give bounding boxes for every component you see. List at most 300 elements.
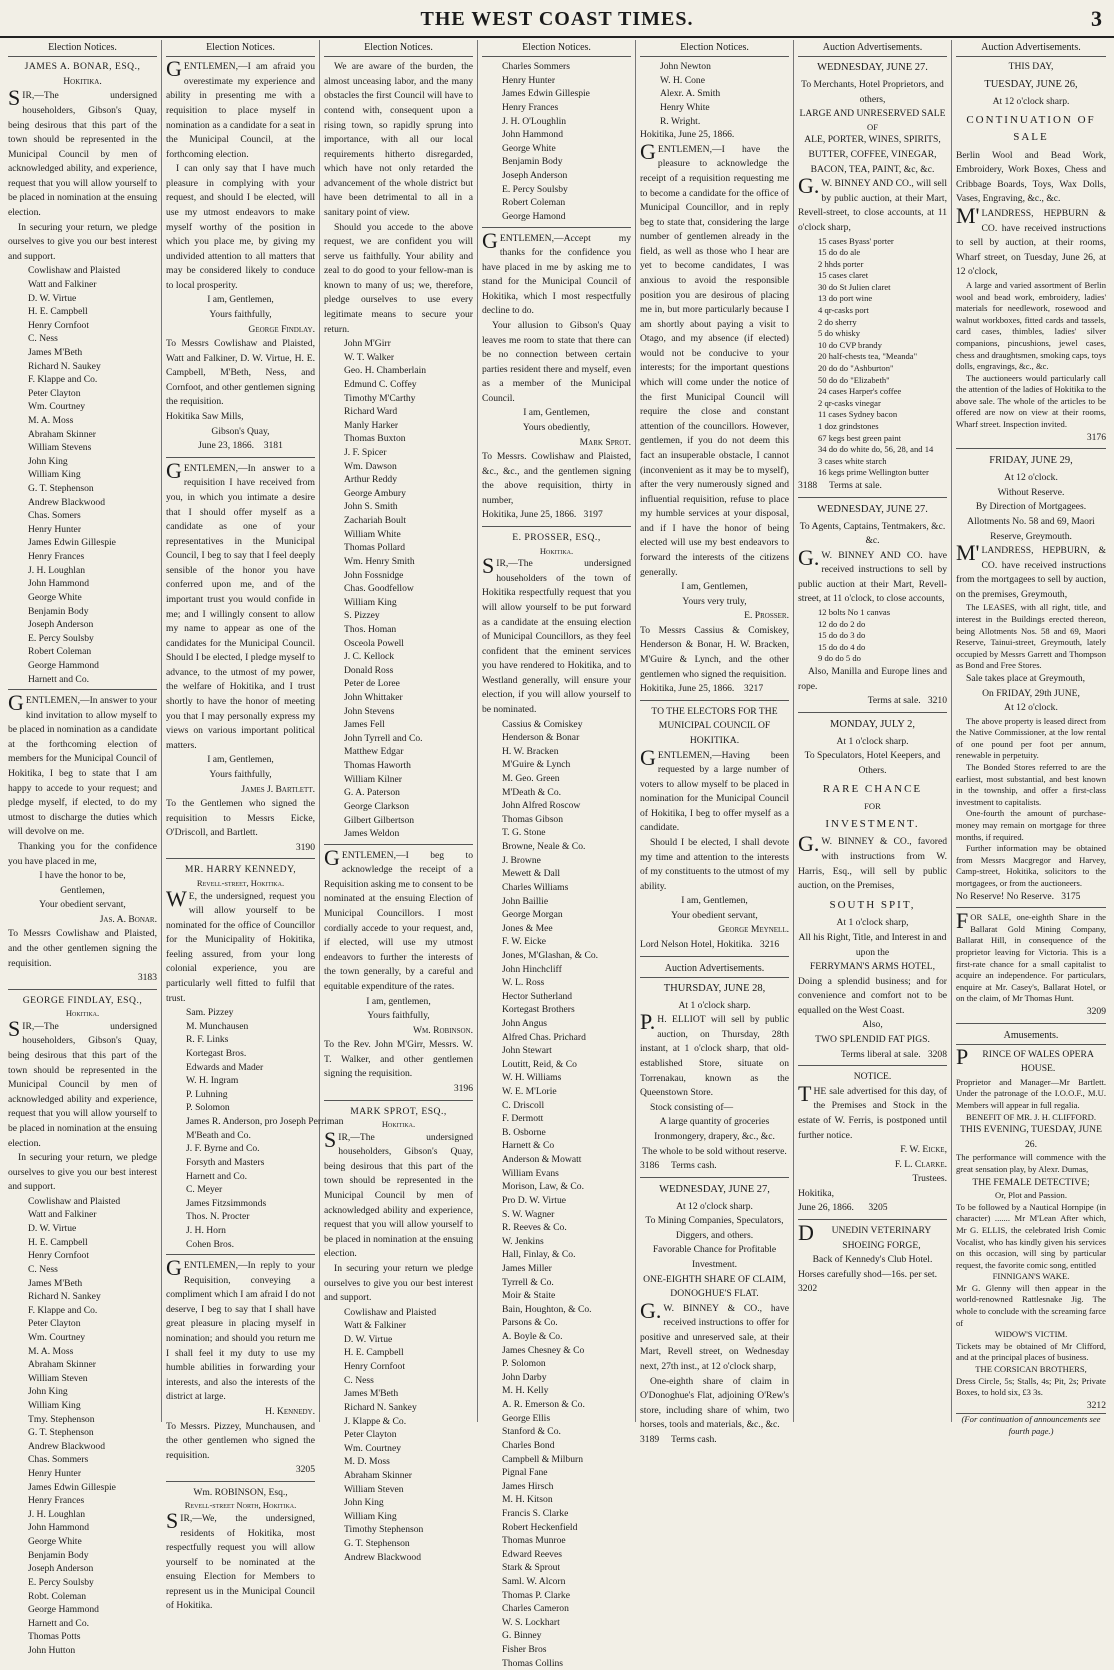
list-item: Wm. Courtney (28, 401, 86, 413)
list-item: Henry Hunter (28, 1468, 82, 1480)
list-item: 20 half-chests tea, "Meanda" (818, 351, 918, 362)
signatory-list (8, 264, 157, 686)
list-item: 20 do do "Ashburton" (818, 363, 894, 374)
body: SIR,—The undersigned householders, Gibson's Quay, being desirous that this part of the town should be represented in the Municipal Council by men of acknowledged ability, and experience, request that you will allow yourself to be placed in nomination at the ensuing election. (8, 85, 157, 218)
list-item: G. T. Stephenson (28, 483, 94, 495)
list-item: Harnett and Co. (186, 1170, 248, 1182)
list-item: 4 qr-casks port (818, 305, 869, 316)
list-item: W. Jenkins (502, 1235, 544, 1247)
mlandress-wool-sale (956, 203, 1106, 449)
ad-number: 3212 (1086, 1399, 1106, 1411)
list-item: George White (502, 142, 556, 154)
list-item: 15 do do 4 do (818, 641, 866, 652)
notice-title: ONE-EIGHTH SHARE OF CLAIM, DONOGHUE'S FLAT. (643, 1273, 786, 1300)
list-item: Wm. Courtney (28, 1331, 86, 1343)
list-item: Watt and Falkiner (28, 1209, 97, 1221)
list-item: Anderson & Mowatt (502, 1154, 582, 1166)
ad-number: 3186 Terms cash. (640, 1160, 717, 1172)
body: G.W. BINNEY & CO., favored with instructions from W. Harris, Esq., will sell by public auction, on the Premises, (798, 831, 947, 892)
notice-title: NOTICE. (853, 1071, 892, 1083)
list-item: John Alfred Roscow (502, 800, 581, 812)
list-item: 11 cases Sydney bacon (818, 409, 898, 420)
requisition-sprot (324, 1105, 473, 1565)
list-item: Morison, Law, & Co. (502, 1181, 584, 1193)
continuation-note: (For continuation of announcements see fourth page.) (956, 1413, 1106, 1437)
signature: Wm. Robinson. (413, 1024, 473, 1036)
column-heading: Election Notices. (482, 40, 631, 57)
list-item: Forsyth and Masters (186, 1156, 265, 1168)
list-item: T. G. Stone (502, 827, 546, 839)
list-item: George Hammond (28, 659, 99, 671)
list-item: M. D. Moss (344, 1456, 390, 1468)
extra-lot: TWO SPLENDID FAT PIGS. (815, 1034, 930, 1046)
list-item: John Newton (660, 61, 711, 73)
list-item: John M'Girr (344, 338, 391, 350)
ad-number: 3196 (453, 1082, 473, 1094)
auction-date: WEDNESDAY, JUNE 27, (659, 1183, 770, 1195)
mlandress-greymouth-leases (956, 453, 1106, 908)
of: OF (867, 121, 878, 132)
list-item: James M'Beth (28, 346, 83, 358)
list-item: M'Death & Co. (502, 786, 562, 798)
list-item: Charles Sommers (502, 61, 570, 73)
list-item: Manly Harker (344, 419, 399, 431)
list-item: M. A. Moss (28, 1345, 74, 1357)
auction-date: On FRIDAY, 29th JUNE, (982, 687, 1080, 699)
addressed-to: To Messrs. Cowlishaw and Plaisted, &c., &c., and the gentlemen signing the above requisition, thirty in number, (482, 451, 631, 506)
list-item: F. Klappe and Co. (28, 1304, 98, 1316)
requisition-robinson (166, 1486, 315, 1614)
list-item: Gilbert Gilbertson (344, 814, 415, 826)
list-item: Hector Sutherland (502, 990, 573, 1002)
list-item: A. Boyle & Co. (502, 1331, 563, 1343)
list-item: 10 do CVP brandy (818, 339, 882, 350)
list-item: Edmund C. Coffey (344, 379, 417, 390)
list-item: 50 do do "Elizabeth" (818, 374, 890, 385)
list-item: J. C. Kellock (344, 651, 395, 663)
body: Further information may be obtained from Messrs Macgregor and Harvey, Camp-street, Hokitika, solicitors to the mortgagees, or from the auctioneers. (956, 843, 1106, 888)
date: June 26, 1866. 3205 (798, 1202, 888, 1214)
column-heading: Election Notices. (166, 40, 315, 57)
list-item: James Edwin Gillespie (502, 88, 590, 100)
list-item: Chas. Sommers (28, 1454, 89, 1466)
veterinary-forge (798, 1220, 947, 1297)
list-item: James Weldon (344, 828, 400, 840)
list-item: D. W. Virtue (28, 1223, 77, 1235)
list-item: Thomas Gibson (502, 813, 564, 825)
list-item: J. H. O'Loughlin (502, 115, 567, 127)
list-item: R. Wright. (660, 115, 701, 127)
list-item: Browne, Neale & Co. (502, 841, 586, 853)
list-item: 15 cases Byass' porter (818, 235, 894, 246)
place: Revell-street North, Hokitika. (184, 1500, 297, 1511)
column-heading: Auction Advertisements. (798, 40, 947, 57)
list-item: W. H. Cone (660, 74, 705, 86)
list-item: M. Munchausen (186, 1020, 249, 1032)
addressed-to: To Messrs. Pizzey, Munchausen, and the other gentlemen who signed the requisition. (166, 1420, 315, 1461)
body: In securing your return, we pledge ourselves to give you our best interest and support. (8, 1152, 157, 1193)
list-item: Harnett and Co. (28, 673, 90, 685)
list-item: William King (28, 469, 81, 481)
list-item: Chas. Somers (28, 510, 81, 522)
body: I can only say that I have much pleasure in complying with your request, and should I be elected, will use my utmost endeavors to make myself worthy of the position in which you place me, by giving my undivided attention to all matters that may be considered likely to conduce to local prosperity. (166, 163, 315, 291)
place: Hokitika. (63, 75, 102, 87)
column-heading: Auction Advertisements. (956, 40, 1106, 57)
body: In securing your return we pledge ourselves to give you our best interest and support. (324, 1262, 473, 1304)
list-item: George Ellis (502, 1412, 551, 1424)
closing: I am, gentlemen, (366, 995, 431, 1007)
list-item: Cowlishaw and Plaisted (344, 1306, 437, 1318)
list-item: J. F. Byrne and Co. (186, 1143, 260, 1155)
body: Horses carefully shod—16s. per set. (798, 1268, 938, 1280)
body: GENTLEMEN,—Accept my thanks for the confidence you have placed in me by asking me to stand for the Municipal Council of Hokitika, which I most respectfully decline to do. (482, 227, 631, 317)
auction-time: At 1 o'clock sharp, (836, 917, 909, 929)
list-item: Jones, M'Glashan, & Co. (502, 949, 599, 961)
list-item: John Angus (502, 1018, 548, 1029)
list-item: P. Solomon (186, 1102, 230, 1114)
signatory-list (8, 1195, 157, 1658)
list-item: Henry Frances (28, 1495, 85, 1507)
list-item: 3 cases white starch (818, 455, 887, 466)
signature: E. Prosser. (744, 610, 789, 622)
allotments: Allotments No. 58 and 69, Maori Reserve, Greymouth. (967, 515, 1095, 542)
list-item: Abraham Skinner (28, 428, 96, 440)
reply-findlay (166, 56, 315, 458)
list-item: Andrew Blackwood (28, 1440, 105, 1452)
ferris-notice (798, 1070, 947, 1220)
address: Hokitika Saw Mills, (166, 411, 244, 423)
list-item: Henry Frances (28, 551, 85, 563)
list-item: George Morgan (502, 909, 563, 921)
list-item: J. H. Loughlan (28, 1508, 86, 1520)
body: All his Right, Title, and Interest in and upon the (798, 932, 947, 958)
list-item: Pignal Fane (502, 1467, 548, 1479)
list-item: H. E. Campbell (344, 1347, 404, 1359)
ad-number: 3183 (137, 972, 157, 984)
gold-mining-share-sale (956, 908, 1106, 1023)
list-item: Timothy M'Carthy (344, 392, 416, 404)
list-item: Robert Heckenfield (502, 1521, 578, 1533)
list-item: J. F. Spicer (344, 447, 387, 459)
reply-bonar (8, 690, 157, 990)
closing: Your obedient servant, (39, 899, 126, 911)
closing: Yours obediently, (522, 422, 591, 434)
list-item: John Whittaker (344, 692, 403, 704)
list-item: G. A. Paterson (344, 787, 400, 799)
body: Mr G. Glenny will then appear in the world-renowned Rattlesnake Jig. The whole to conclude with the screaming farce of (956, 1282, 1106, 1328)
requisition-findlay (8, 994, 157, 1658)
hotel-name: FERRYMAN'S ARMS HOTEL, (809, 961, 936, 973)
list-item: Edward Reeves (502, 1548, 562, 1560)
list-item: George White (28, 591, 82, 603)
list-item: P. Luhning (186, 1088, 228, 1100)
list-item: 30 do St Julien claret (818, 281, 891, 292)
list-item: Wm. Dawson (344, 460, 397, 472)
list-item: M'Guire & Lynch (502, 759, 571, 771)
list-item: C. Ness (28, 333, 58, 345)
notice-title: FOR (864, 801, 881, 812)
address: Gibson's Quay, (211, 425, 270, 437)
addressee: GEORGE FINDLAY, ESQ., (22, 994, 143, 1006)
body: GENTLEMEN,—Having been requested by a large number of voters to allow myself to be placed in nomination for the Municipal Council of Hokitika, I beg to offer myself as a candidate. (640, 744, 789, 834)
body: GENTLEMEN,—In answer to a requisition I have received from you, in which you intimate a desire that I should offer myself as a candidate as one of your representatives in the Municipal Council, I beg to say that I feel deeply sensible of the honor you have conferred upon me, and of the important trust you would confide in me; and I willingly consent to allow my name to appear as one of the candidates for the Municipal Council. Should I be elected, I pledge myself to advance, to the utmost of my power, the welfare of Hokitika, and I trust shortly to have the honor of meeting you that I may personally express my views on various important political matters. (166, 457, 315, 751)
list-item: Geo. H. Chamberlain (344, 365, 427, 377)
list-item: F. W. Eicke (502, 936, 546, 948)
list-item: 9 do do 5 do (818, 653, 861, 664)
list-item: J. Browne (502, 854, 541, 866)
list-item: G. T. Stephenson (344, 1538, 410, 1550)
list-item: John Baillie (502, 895, 549, 907)
auction-day: THIS DAY, (1008, 61, 1054, 73)
body: Sale takes place at Greymouth, (966, 672, 1086, 684)
list-item: Abraham Skinner (28, 1359, 96, 1371)
list-item: William King (28, 1399, 81, 1411)
closing: Yours faithfully, (367, 1010, 430, 1022)
place: Revell-street, Hokitika. (196, 877, 285, 888)
list-item: Thomas Potts (28, 1631, 81, 1643)
list-item: James Edwin Gillespie (28, 537, 116, 549)
list-item: Thomas Collins (502, 1657, 564, 1669)
reply-kennedy (166, 1255, 315, 1482)
column-1 (4, 40, 162, 1656)
list-item: E. Percy Soulsby (28, 1576, 94, 1588)
date: Hokitika, June 25, 1866. 3217 (640, 683, 764, 695)
list-item: H. E. Campbell (28, 306, 88, 318)
column-3 (320, 40, 478, 1563)
play-title: THE FEMALE DETECTIVE; (972, 1176, 1090, 1188)
addressee: MR. HARRY KENNEDY, (184, 864, 297, 876)
body: In securing your return, we pledge ourselves to give you our best interest and support. (8, 221, 157, 262)
benefit: BENEFIT OF MR. J. H. CLIFFORD. (966, 1111, 1096, 1122)
list-item: Zachariah Boult (344, 515, 407, 527)
auction-time: At 12 o'clock sharp. (676, 1200, 753, 1212)
play-subtitle: Or, Plot and Passion. (995, 1190, 1067, 1201)
list-item: Thomas Buxton (344, 433, 406, 445)
list-item: Fisher Bros (502, 1644, 547, 1656)
list-item: Thos. N. Procter (186, 1211, 250, 1223)
list-item: M. H. Kitson (502, 1494, 553, 1506)
reply-sprot (482, 227, 631, 528)
next-play: THE CORSICAN BROTHERS, (975, 1364, 1087, 1375)
signatory-list (324, 1306, 473, 1565)
list-item: John S. Smith (344, 501, 398, 513)
note: The whole to be sold without reserve. (642, 1145, 787, 1157)
date: Hokitika, (798, 1187, 834, 1199)
date: Hokitika, June 25, 1866. 3197 (482, 509, 603, 521)
performance-date: THIS EVENING, TUESDAY, JUNE 26. (960, 1124, 1102, 1150)
list-item: Richard Ward (344, 406, 398, 418)
list-item: Wm. Henry Smith (344, 555, 415, 567)
list-item: M. Geo. Green (502, 773, 560, 785)
list-item: Sam. Pizzey (186, 1007, 234, 1019)
list-item: John Hammond (28, 1522, 90, 1534)
body: GENTLEMEN,—In answer to your kind invitation to allow myself to be placed in nomination as a candidate at the forthcoming election of members for the Municipal Council of Hokitika, I beg to state that I am happy to accede to your request; and pledge myself, if elected, to do my utmost to discharge the duties which will devolve on me. (8, 690, 157, 838)
list-item: George White (28, 1536, 82, 1548)
list-item: Henry Cornfoot (344, 1361, 406, 1373)
signatory-list (324, 337, 473, 841)
closing: Your obedient servant, (671, 909, 758, 921)
addressed-to: To the Gentlemen who signed the requisition to Messrs Eicke, O'Driscoll, and Bartlett. (166, 798, 315, 839)
body: The performance will commence with the great sensation play, by Alexr. Dumas, (956, 1152, 1106, 1174)
list-item: Joseph Anderson (28, 1563, 94, 1575)
list-item: H. E. Campbell (28, 1236, 88, 1248)
list-item: 24 cases Harper's coffee (818, 386, 902, 397)
list-item: William King (344, 1510, 397, 1522)
list-item: James Chesney & Co (502, 1344, 585, 1356)
auction-date: WEDNESDAY, JUNE 27. (817, 62, 928, 74)
body: Should I be elected, I shall devote my time and attention to the interests of my constituents to the utmost of my ability. (640, 836, 789, 892)
list-item: C. Meyer (186, 1184, 223, 1196)
list-item: Harnett & Co (502, 1140, 555, 1152)
list-item: S. W. Wagner (502, 1208, 555, 1220)
list-item: William White (344, 528, 401, 540)
list-item: Thomas Pollard (344, 542, 406, 554)
auction-date: FRIDAY, JUNE 29, (989, 455, 1073, 467)
auction-ferrymans-arms (798, 717, 947, 1067)
body: G.W. BINNEY & CO., have received instructions to offer for positive and unreserved sale, at their Mart, Revell street, on Wednesday next, 27th inst., at 12 o'clock sharp, (640, 1297, 789, 1372)
list-item: Timothy Stephenson (344, 1524, 424, 1536)
place: Hokitika. (65, 1008, 100, 1019)
list-item: John Stewart (502, 1045, 552, 1057)
subtitle: Back of Kennedy's Club Hotel. (812, 1254, 933, 1266)
addressed-to: To Merchants, Hotel Proprietors, and others, (801, 79, 944, 105)
list-item: Robert Coleman (502, 197, 566, 209)
list-item: Henry White (660, 102, 710, 114)
item-list (798, 236, 947, 479)
list-item: James Fell (344, 719, 385, 731)
list-item: 5 do whisky (818, 328, 861, 339)
list-item: Abraham Skinner (344, 1469, 412, 1481)
list-item: R. F. Links (186, 1034, 229, 1046)
list-item: Kortegast Brothers (502, 1004, 575, 1016)
place: Hokitika. (539, 545, 574, 556)
list-item: Peter Clayton (28, 1318, 81, 1330)
auction-canvas (798, 502, 947, 713)
also: Also, (862, 1019, 883, 1031)
closing: I am, Gentlemen, (523, 407, 590, 419)
tagline: Favorable Chance for Profitable Investment. (652, 1244, 777, 1270)
list-item: William Kilner (344, 773, 402, 785)
body: G.W. BINNEY AND CO. have received instructions to sell by public auction at their Mart, Revell-street, at 11 o'clock, to close accounts, (798, 544, 947, 605)
auction-date: TUESDAY, JUNE 26, (984, 78, 1078, 90)
list-item: M'Beath and Co. (186, 1129, 251, 1141)
list-item: E. Percy Soulsby (502, 183, 568, 195)
addressed-to: To Messrs Cassius & Comiskey, Henderson & Bonar, H. W. Bracken, M'Guire & Lynch, and the other gentlemen who signed the requisition. (640, 624, 789, 680)
addressee: MARK SPROT, ESQ., (350, 1105, 447, 1117)
list-item: James Fitzsimmonds (186, 1197, 267, 1209)
body: SIR,—The undersigned householders, Gibson's Quay, being desirous that this part of the town should be represented in the Municipal Council by men of acknowledged ability and experience, request that you will allow yourself to be placed in nomination at the ensuing election. (8, 1015, 157, 1149)
list-item: George Hamond (502, 210, 566, 222)
list-item: Cowlishaw and Plaisted (28, 1195, 121, 1207)
list-item: Thomas Haworth (344, 760, 411, 772)
list-item: George Clarkson (344, 800, 410, 812)
list-item: Henry Hunter (502, 74, 556, 86)
body: SIR,—The undersigned householders of the town of Hokitika respectfully request that you will allow yourself to be put forward as a candidate at the ensuing election of Municipal Councillors, as they feel confident that the eminent services you have rendered to Hokitika, and to Westland generally, will ensure your election, if you will allow yourself to be nominated. (482, 553, 631, 716)
list-item: Peter Clayton (344, 1429, 397, 1441)
body: Should you accede to the above request, we are confident you will serve us faithfully. Your ability and zeal to do good to your fellow-man is known to many of us; we, therefore, pledge ourselves to use every legitimate means to secure your return. (324, 221, 473, 335)
body: The Bonded Stores referred to are the earliest, most substantial, and best known in the township, and offer a first-class investment to capitalists. (956, 762, 1106, 807)
reply-robinson (324, 844, 473, 1101)
body: The auctioneers would particularly call the attention of the ladies of Hokitika to the above sale. The whole of the articles to be offered are now on view at their rooms, Wharf street. Inspection invited. (956, 372, 1106, 430)
list-item: Francis S. Clarke (502, 1507, 569, 1519)
list-item: William Steven (344, 1483, 404, 1495)
list-item: H. W. Bracken (502, 745, 559, 757)
list-item: George Ambury (344, 487, 406, 499)
opera-house-ad (956, 1043, 1106, 1438)
list-item: 12 do do 2 do (818, 618, 866, 629)
body: The LEASES, with all right, title, and interest in the Buildings erected thereon, being Allotments Nos. 58 and 69, Maori Reserve, Tainui-street, Greymouth, lately occupied by Messrs Garrett and Thompson as Bond and Free Stores. (956, 602, 1106, 671)
list-item: Andrew Blackwood (28, 496, 105, 508)
list-item: Harnett and Co. (28, 1617, 90, 1629)
column-2 (162, 40, 344, 1612)
list-item: 67 kegs best green paint (818, 432, 902, 443)
section-heading: Auction Advertisements. (640, 961, 789, 978)
list-item: John Stevens (344, 705, 395, 717)
list-item: J. H. Horn (186, 1224, 226, 1236)
list-item: James Edwin Gillespie (28, 1481, 116, 1493)
body: SIR,—We, the undersigned, residents of Hokitika, most respectfully request you will allow yourself to be nominated at the ensuing Election for Members to represent us in the Municipal Council of Hokitika. (166, 1508, 315, 1612)
signatory-list (482, 60, 631, 223)
list-item: Cohen Bros. (186, 1238, 234, 1250)
list-item: John Hammond (28, 578, 90, 590)
list-item: Chas. Goodfellow (344, 583, 414, 595)
list-item: D. W. Virtue (28, 292, 77, 304)
auction-time: At 12 o'clock. (1004, 472, 1058, 484)
body: GENTLEMEN,—I am afraid you overestimate my experience and ability in presenting me with a requisition to place myself in nomination as a candidate for a seat in the Municipal Council, at the forthcoming election. (166, 56, 315, 160)
list-item: Stanford & Co. (502, 1426, 561, 1438)
addressee: Wm. ROBINSON, Esq., (193, 1486, 288, 1498)
list-item: Watt & Falkiner (344, 1320, 407, 1332)
list-item: W. T. Walker (344, 351, 395, 363)
list-item: D. W. Virtue (344, 1333, 393, 1345)
body: Proprietor and Manager—Mr Bartlett. Under the patronage of the I.O.O.F., M.U. Members will appear in full regalia. (956, 1076, 1106, 1111)
list-item: William Evans (502, 1167, 559, 1179)
auction-time: At 12 o'clock. (1004, 702, 1058, 714)
body: Tickets may be obtained of Mr Clifford, and at the principal places of business. (956, 1340, 1106, 1363)
place: SOUTH SPIT, (829, 898, 916, 911)
list-item: 16 kegs prime Wellington butter (818, 467, 929, 478)
list-item: Henry Cornfoot (28, 319, 90, 331)
list-item: Benjamin Body (502, 156, 563, 168)
ad-number: Terms liberal at sale. 3208 (840, 1048, 947, 1060)
requisition-robinson-cont (324, 60, 473, 845)
list-item: Richard N. Saukey (28, 360, 101, 372)
list-item: G. T. Stephenson (28, 1427, 94, 1439)
notice-title: TO THE ELECTORS FOR THE MUNICIPAL COUNCIL OF HOKITIKA. (651, 705, 778, 746)
list-item: Henry Frances (502, 102, 559, 114)
addressed-to: To the Rev. John M'Girr, Messrs. W. T. Walker, and other gentlemen signing the requisition. (324, 1039, 473, 1080)
list-item: John King (344, 1497, 384, 1509)
body: M'LANDRESS, HEPBURN & CO. have received instructions to sell by auction, at their rooms, Wharf street, on Tuesday, June 26, at 12 o'clock, (956, 203, 1106, 278)
ad-number: 3188 Terms at sale. (798, 479, 882, 491)
notice-title: LARGE AND UNRESERVED SALE (799, 108, 946, 120)
list-item: 2 qr-casks vinegar (818, 397, 881, 408)
list-item: W. S. Lockhart (502, 1616, 560, 1628)
masthead (0, 0, 1114, 38)
list-item: Henry Hunter (28, 523, 82, 535)
body: SIR,—The undersigned householders, Gibson's Quay, being desirous that this part of the town should be represented in the Municipal Council by men of acknowledged ability and experience, request that you will allow yourself to be placed in nomination at the ensuing election. (324, 1126, 473, 1260)
list-item: William Stevens (28, 442, 92, 454)
closing: I am, Gentlemen, (681, 581, 748, 593)
addressed-to: To Agents, Captains, Tentmakers, &c. &c. (799, 520, 946, 547)
addressee: JAMES A. BONAR, ESQ., (24, 61, 141, 73)
list-item: Watt and Falkiner (28, 278, 97, 290)
body: GENTLEMEN,—I have the pleasure to acknowledge the receipt of a requisition requesting me to become a candidate for the office of Municipal Councillor, and in reply beg to state that, considering the large number of gentlemen already in the field, as well as those who I hear are yet to become candidates, I was anxious to avoid the responsible position you are desirous of placing me in, but more particularly because I am shortly about paying a visit to Otago, and my absence (if elected) would not be conducive to your interests; for the important questions which will come under the notice of the first Municipal Council will require the close and constant attention of the councillors. However, gentlemen, if you do not deem this fact an insuperable obstacle, I cannot (inconvenient as it may be to myself), after the very numerously signed and influential requisition, refuse to place my humble services at your disposal, and if I have the honor of being elected will use my best endeavors to forward the interests of the citizens generally. (640, 138, 789, 578)
notice-title: DUNEDIN VETERINARY SHOEING FORGE, (798, 1220, 932, 1251)
body: Doing a splendid business; and for convenience and comfort not to be equalled on the West Coast. (798, 975, 947, 1016)
farce-title: WIDOW'S VICTIM. (994, 1329, 1068, 1340)
body: GENTLEMEN,—I beg to acknowledge the receipt of a Requisition asking me to consent to be nominated at the ensuing Election of Municipal Councillors. I most cordially accede to your request, and, if elected, will use my utmost endeavors to further the interests of the town generally, by a careful and equitable expenditure of the rates. (324, 844, 473, 992)
